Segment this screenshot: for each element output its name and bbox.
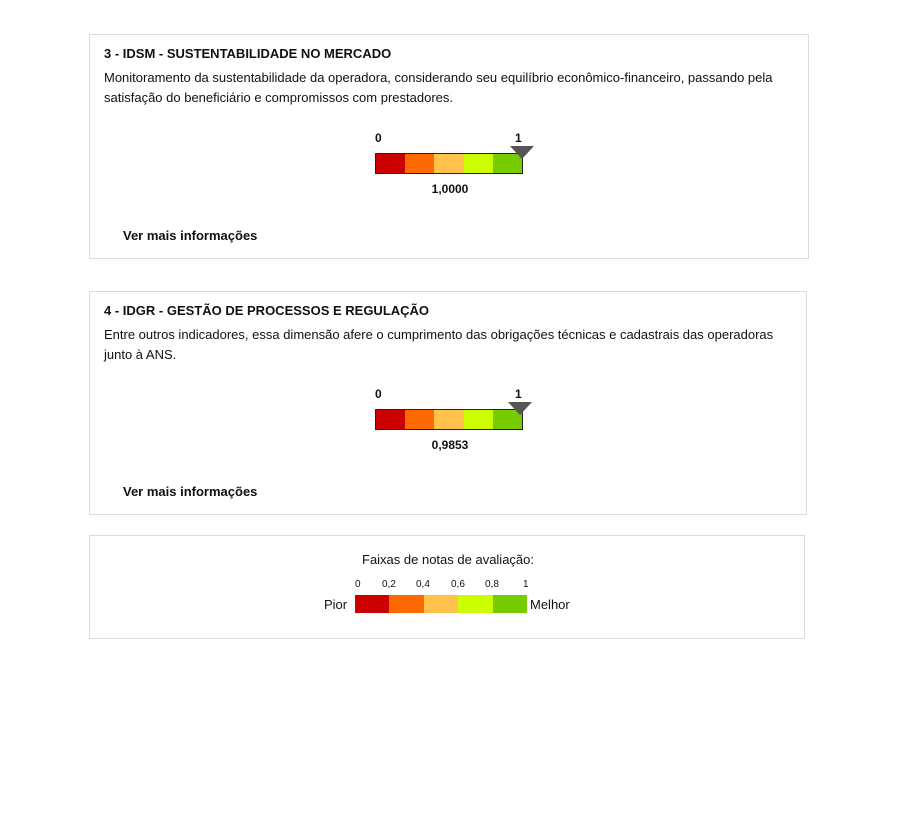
legend-best-label: Melhor: [530, 597, 570, 612]
score-marker-icon: [508, 402, 532, 415]
legend-band-4: [458, 595, 492, 613]
gauge-min-label: 0: [375, 387, 382, 401]
legend-bar: [355, 595, 527, 613]
dimension-description: Entre outros indicadores, essa dimensão afere o cumprimento das obrigações técnicas e cadastrais das operadoras junto à ANS.: [104, 327, 774, 362]
gauge-max-label: 1: [515, 131, 522, 145]
rating-legend-card: [89, 535, 805, 639]
legend-tick: 0: [355, 579, 361, 590]
dimension-title: 4 - IDGR - GESTÃO DE PROCESSOS E REGULAÇÃO: [104, 303, 430, 318]
score-value: 1,0000: [431, 182, 469, 196]
gauge-band-2: [405, 410, 434, 429]
more-info-link[interactable]: Ver mais informações: [123, 228, 258, 243]
gauge-max-label: 1: [515, 387, 522, 401]
gauge-bar: [375, 153, 523, 174]
legend-band-1: [355, 595, 389, 613]
dimension-card-idsm: [89, 34, 809, 259]
gauge-band-1: [376, 410, 405, 429]
legend-tick: 0,2: [382, 579, 396, 590]
gauge-band-1: [376, 154, 405, 173]
gauge-band-3: [434, 154, 463, 173]
legend-tick: 0,6: [451, 579, 465, 590]
legend-band-2: [389, 595, 423, 613]
legend-tick: 0,4: [416, 579, 430, 590]
score-value: 0,9853: [431, 438, 469, 452]
dimension-title: 3 - IDSM - SUSTENTABILIDADE NO MERCADO: [104, 46, 392, 61]
legend-tick: 0,8: [485, 579, 499, 590]
legend-title: Faixas de notas de avaliação:: [362, 552, 534, 567]
more-info-link[interactable]: Ver mais informações: [123, 484, 258, 499]
gauge-bar: [375, 409, 523, 430]
legend-tick: 1: [523, 579, 529, 590]
gauge-band-2: [405, 154, 434, 173]
dimension-card-idgr: [89, 291, 807, 515]
score-marker-icon: [510, 146, 534, 159]
dimension-description: Monitoramento da sustentabilidade da operadora, considerando seu equilíbrio econômico-financeiro, passando pela satisfação do beneficiário e compromissos com prestadores.: [104, 70, 773, 105]
legend-worst-label: Pior: [324, 597, 348, 612]
legend-band-3: [424, 595, 458, 613]
legend-band-5: [493, 595, 527, 613]
gauge-band-3: [434, 410, 463, 429]
gauge-min-label: 0: [375, 131, 382, 145]
gauge-band-4: [464, 154, 493, 173]
gauge-band-4: [464, 410, 493, 429]
